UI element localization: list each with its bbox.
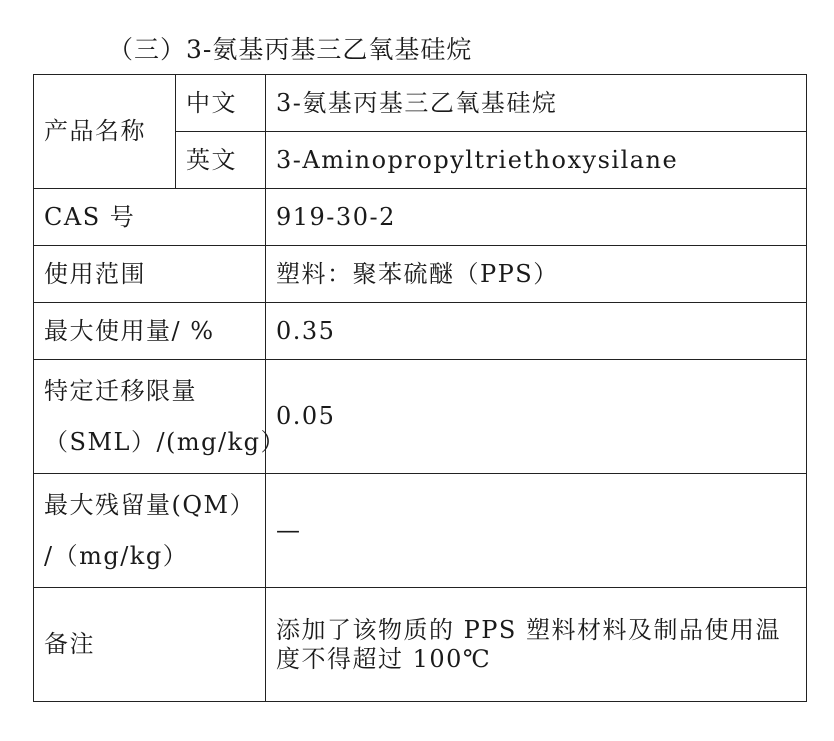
- substance-spec-table: [33, 74, 807, 702]
- max-usage-value: 0.35: [266, 303, 807, 360]
- table-row: [34, 360, 807, 474]
- qm-value: —: [266, 474, 807, 588]
- max-usage-label: 最大使用量/ %: [34, 303, 266, 360]
- sml-value: 0.05: [266, 360, 807, 474]
- qm-label-line2: /（mg/kg）: [44, 541, 189, 570]
- table-row: [34, 75, 807, 132]
- table-row: [34, 588, 807, 702]
- sml-label: [34, 360, 287, 474]
- table-row: [34, 189, 807, 246]
- english-label: 英文: [176, 132, 266, 189]
- note-label: 备注: [34, 588, 266, 702]
- chinese-label: 中文: [176, 75, 266, 132]
- qm-label: [34, 474, 266, 588]
- note-value: 添加了该物质的 PPS 塑料材料及制品使用温度不得超过 100℃: [266, 588, 807, 702]
- english-name-value: 3-Aminopropyltriethoxysilane: [266, 132, 807, 189]
- table-row: [34, 246, 807, 303]
- chinese-name-value: 3-氨基丙基三乙氧基硅烷: [266, 75, 807, 132]
- cas-value: 919-30-2: [266, 189, 807, 246]
- usage-range-value: 塑料：聚苯硫醚（PPS）: [266, 246, 807, 303]
- product-name-label: 产品名称: [34, 75, 176, 189]
- sml-label-line1: 特定迁移限量: [44, 376, 197, 405]
- table-row: [34, 474, 807, 588]
- page-title: （三）3-氨基丙基三乙氧基硅烷: [108, 35, 473, 64]
- qm-label-line1: 最大残留量(QM）: [44, 490, 256, 519]
- sml-label-line2: （SML）/(mg/kg）: [44, 427, 287, 456]
- cas-label: CAS 号: [34, 189, 266, 246]
- table-row: [34, 303, 807, 360]
- usage-range-label: 使用范围: [34, 246, 266, 303]
